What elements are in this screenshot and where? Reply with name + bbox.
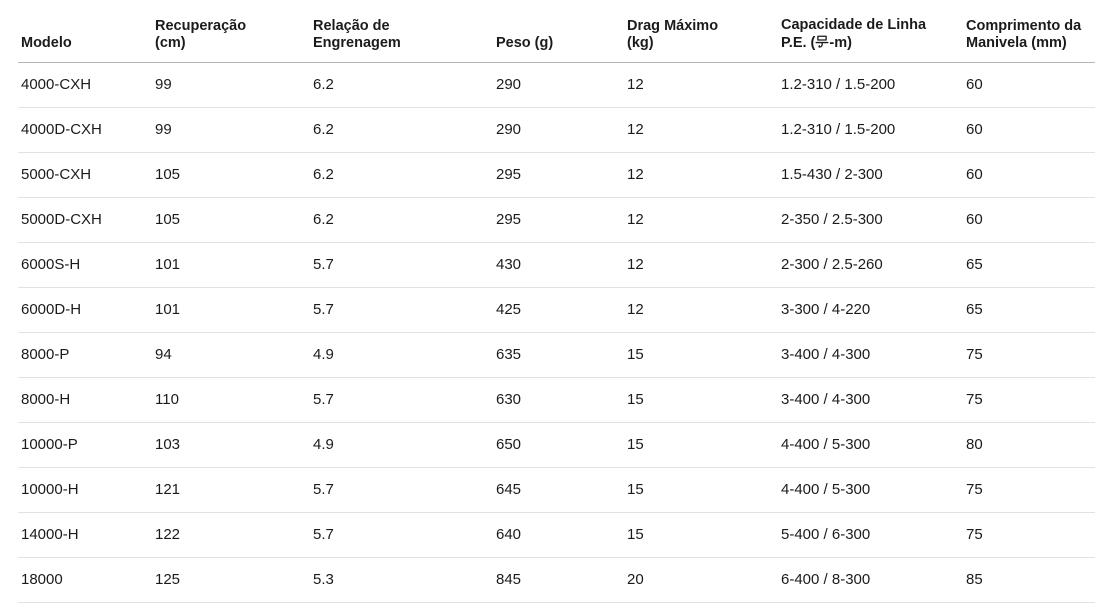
table-row [18, 333, 1095, 378]
col-header-recuperacao [152, 0, 310, 63]
cell-capacidade: 2-350 / 2.5-300 [778, 198, 963, 243]
cell-comprimento: 85 [963, 558, 1095, 603]
cell-relacao: 6.2 [310, 198, 493, 243]
cell-relacao: 4.9 [310, 423, 493, 468]
col-header-capacidade-linha [778, 0, 963, 63]
col-header-comprimento-manivela [963, 0, 1095, 63]
cell-capacidade: 4-400 / 5-300 [778, 423, 963, 468]
table-row [18, 468, 1095, 513]
cell-capacidade: 5-400 / 6-300 [778, 513, 963, 558]
col-header-relacao-engrenagem [310, 0, 493, 63]
cell-relacao: 5.7 [310, 378, 493, 423]
cell-capacidade: 3-300 / 4-220 [778, 288, 963, 333]
col-header-label: Capacidade de Linha [781, 17, 927, 33]
cell-recuperacao: 103 [152, 423, 310, 468]
cell-recuperacao: 105 [152, 153, 310, 198]
cell-peso: 290 [493, 63, 624, 108]
table-header-row [18, 0, 1095, 63]
col-header-label: Drag Máximo [627, 18, 719, 34]
cell-comprimento: 65 [963, 288, 1095, 333]
cell-drag: 12 [624, 288, 778, 333]
cell-peso: 295 [493, 153, 624, 198]
cell-relacao: 6.2 [310, 63, 493, 108]
cell-relacao: 6.2 [310, 153, 493, 198]
cell-comprimento: 60 [963, 63, 1095, 108]
col-header-label: Comprimento da [966, 18, 1082, 34]
cell-peso: 845 [493, 558, 624, 603]
cell-comprimento: 60 [963, 198, 1095, 243]
cell-recuperacao: 101 [152, 243, 310, 288]
col-header-label: Relação de [313, 18, 390, 34]
cell-capacidade: 1.2-310 / 1.5-200 [778, 63, 963, 108]
cell-comprimento: 75 [963, 468, 1095, 513]
cell-peso: 645 [493, 468, 624, 513]
col-header-peso [493, 0, 624, 63]
cell-drag: 12 [624, 108, 778, 153]
cell-recuperacao: 99 [152, 63, 310, 108]
cell-comprimento: 60 [963, 108, 1095, 153]
cell-capacidade: 3-400 / 4-300 [778, 333, 963, 378]
cell-comprimento: 75 [963, 378, 1095, 423]
cell-relacao: 6.2 [310, 108, 493, 153]
cell-peso: 640 [493, 513, 624, 558]
col-header-unit-pre: P.E. ( [781, 35, 816, 51]
cell-drag: 20 [624, 558, 778, 603]
cell-relacao: 5.3 [310, 558, 493, 603]
cell-drag: 12 [624, 243, 778, 288]
cell-recuperacao: 125 [152, 558, 310, 603]
cell-comprimento: 75 [963, 513, 1095, 558]
col-header-unit-post: -m) [829, 35, 852, 51]
table-row [18, 423, 1095, 468]
cell-capacidade: 6-400 / 8-300 [778, 558, 963, 603]
cell-recuperacao: 110 [152, 378, 310, 423]
cell-relacao: 5.7 [310, 513, 493, 558]
cell-modelo: 5000D-CXH [18, 198, 152, 243]
cell-peso: 630 [493, 378, 624, 423]
col-header-unit: (kg) [627, 35, 654, 51]
cell-comprimento: 60 [963, 153, 1095, 198]
cell-comprimento: 65 [963, 243, 1095, 288]
cell-peso: 650 [493, 423, 624, 468]
cell-capacidade: 1.2-310 / 1.5-200 [778, 108, 963, 153]
cell-modelo: 14000-H [18, 513, 152, 558]
col-header-label: Recuperação [155, 18, 247, 34]
cell-relacao: 4.9 [310, 333, 493, 378]
cell-recuperacao: 105 [152, 198, 310, 243]
cell-capacidade: 3-400 / 4-300 [778, 378, 963, 423]
cell-relacao: 5.7 [310, 468, 493, 513]
col-header-label: Engrenagem [313, 35, 401, 51]
hao-cjk-glyph-icon [815, 34, 829, 49]
cell-modelo: 6000S-H [18, 243, 152, 288]
cell-modelo: 10000-P [18, 423, 152, 468]
cell-capacidade: 4-400 / 5-300 [778, 468, 963, 513]
cell-modelo: 10000-H [18, 468, 152, 513]
cell-capacidade: 1.5-430 / 2-300 [778, 153, 963, 198]
cell-recuperacao: 99 [152, 108, 310, 153]
cell-modelo: 5000-CXH [18, 153, 152, 198]
table-row [18, 243, 1095, 288]
cell-modelo: 8000-P [18, 333, 152, 378]
cell-peso: 425 [493, 288, 624, 333]
col-header-unit-line [781, 34, 955, 52]
cell-peso: 295 [493, 198, 624, 243]
col-header-label: Manivela (mm) [966, 35, 1067, 51]
cell-modelo: 4000D-CXH [18, 108, 152, 153]
table-row [18, 513, 1095, 558]
cell-drag: 15 [624, 468, 778, 513]
cell-drag: 15 [624, 333, 778, 378]
col-header-label: Peso (g) [496, 35, 554, 51]
cell-comprimento: 75 [963, 333, 1095, 378]
cell-modelo: 4000-CXH [18, 63, 152, 108]
cell-recuperacao: 101 [152, 288, 310, 333]
cell-recuperacao: 122 [152, 513, 310, 558]
cell-peso: 635 [493, 333, 624, 378]
table-row [18, 198, 1095, 243]
table-row [18, 108, 1095, 153]
cell-drag: 15 [624, 423, 778, 468]
col-header-unit: (cm) [155, 35, 186, 51]
cell-recuperacao: 94 [152, 333, 310, 378]
table-row [18, 153, 1095, 198]
cell-relacao: 5.7 [310, 288, 493, 333]
cell-modelo: 8000-H [18, 378, 152, 423]
cell-drag: 12 [624, 198, 778, 243]
cell-capacidade: 2-300 / 2.5-260 [778, 243, 963, 288]
table-row [18, 378, 1095, 423]
cell-comprimento: 80 [963, 423, 1095, 468]
cell-recuperacao: 121 [152, 468, 310, 513]
cell-drag: 15 [624, 378, 778, 423]
cell-drag: 12 [624, 153, 778, 198]
table-row [18, 288, 1095, 333]
table-row [18, 63, 1095, 108]
cell-drag: 15 [624, 513, 778, 558]
col-header-modelo [18, 0, 152, 63]
col-header-label: Modelo [21, 35, 72, 51]
col-header-drag-maximo [624, 0, 778, 63]
cell-peso: 290 [493, 108, 624, 153]
cell-relacao: 5.7 [310, 243, 493, 288]
cell-peso: 430 [493, 243, 624, 288]
specs-table [18, 0, 1095, 603]
table-row [18, 558, 1095, 603]
cell-modelo: 6000D-H [18, 288, 152, 333]
cell-drag: 12 [624, 63, 778, 108]
cell-modelo: 18000 [18, 558, 152, 603]
